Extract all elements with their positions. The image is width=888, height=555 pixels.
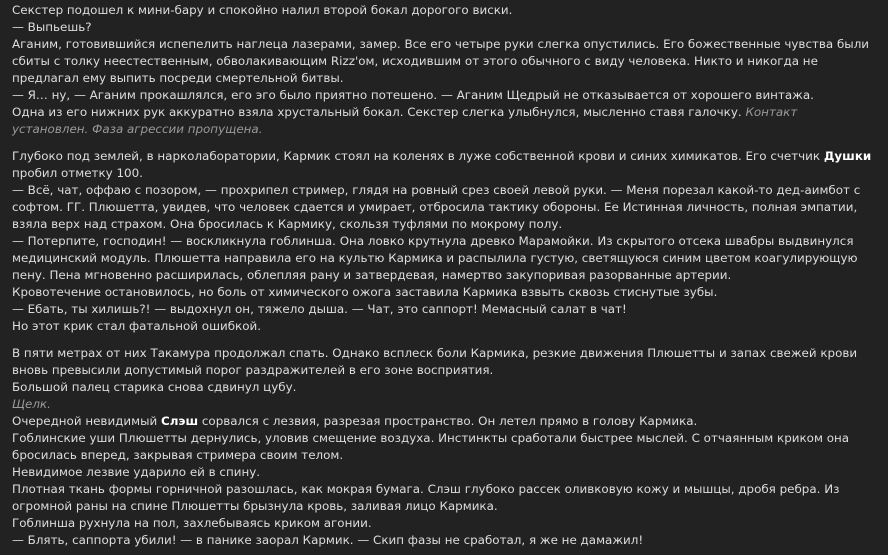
text-line [12, 19, 876, 36]
text-span: Плотная ткань формы горничной разошлась, как мокрая бумага. Слэш глубоко рассек оливковую кожу и мышцы, дробя ребра. Из огромной раны на спине Плюшетты брызнула кровь, заливая лицо Кармика. [12, 482, 840, 513]
text-span: сорвался с лезвия, разрезая пространство. Он летел прямо в голову Кармика. [198, 414, 698, 428]
emphasized-term: Душки [823, 149, 872, 163]
text-line [12, 148, 876, 182]
text-line [12, 182, 876, 233]
text-line [12, 36, 876, 87]
text-span: Очередной невидимый [12, 414, 161, 428]
text-span: — Потерпите, господин! — воскликнула гоблинша. Она ловко крутнула древко Марамойки. Из скрытого отсека швабры выдвинулся медицинский модуль. Плюшетта направила его на культю Кармика и распылила густую, светящуюся синим цветом коагулирующую пену. Пена мгновенно расширилась, облепляя рану и затвердевая, намертво закупоривая разорванные артерии. [12, 234, 858, 282]
text-line [12, 396, 876, 413]
text-line [12, 515, 876, 532]
text-line [12, 301, 876, 318]
text-span: Одна из его нижних рук аккуратно взяла хрустальный бокал. Секстер слегка улыбнулся, мысленно ставя галочку. [12, 105, 746, 119]
text-line [12, 2, 876, 19]
text-line [12, 318, 876, 335]
paragraph [12, 2, 876, 138]
text-span: Кровотечение остановилось, но боль от химического ожога заставила Кармика взвыть сквозь стиснутые зубы. [12, 285, 718, 299]
italic-aside: Щелк. [12, 397, 51, 411]
paragraph [12, 148, 876, 335]
text-span: — Ебать, ты хилишь?! — выдохнул он, тяжело дыша. — Чат, это саппорт! Мемасный салат в чат! [12, 302, 627, 316]
text-line [12, 430, 876, 464]
text-span: Гоблинские уши Плюшетты дернулись, уловив смещение воздуха. Инстинкты сработали быстрее мыслей. С отчаянным криком она бросилась вперед, закрывая стримера своим телом. [12, 431, 850, 462]
text-span: пробил отметку 100. [12, 166, 143, 180]
text-line [12, 233, 876, 284]
text-span: — Блять, саппорта убили! — в панике заорал Кармик. — Скип фазы не сработал, я же не дамажил! [12, 533, 644, 547]
text-line [12, 87, 876, 104]
text-line [12, 379, 876, 396]
text-line [12, 345, 876, 379]
text-line [12, 481, 876, 515]
text-span: — Всё, чат, оффаю с позором, — прохрипел стример, глядя на ровный срез своей левой руки. — Меня порезал какой-то дед-аимбот с софтом. ГГ. Плюшетта, увидев, что человек сдается и умирает, отбросила тактику обороны. Ее Истинная личность, полная эмпатии, взяла верх над страхом. Она бросилась к Кармику, скользя туфлями по мокрому полу. [12, 183, 861, 231]
text-span: — Я… ну, — Аганим прокашлялся, его эго было приятно потешено. — Аганим Щедрый не отказывается от хорошего винтажа. [12, 88, 814, 102]
text-span: Секстер подошел к мини-бару и спокойно налил второй бокал дорогого виски. [12, 3, 513, 17]
text-span: Большой палец старика снова сдвинул цубу. [12, 380, 297, 394]
text-span: — Выпьешь? [12, 20, 92, 34]
text-line [12, 532, 876, 549]
emphasized-term: Слэш [160, 414, 199, 428]
text-span: Аганим, готовившийся испепелить наглеца лазерами, замер. Все его четыре руки слегка опустились. Его божественные чувства были сбиты с толку неестественным, обволакивающим Rizz'ом, исходившим от этого обычного с виду человека. Никто и никогда не предлагал ему выпить посреди смертельной битвы. [12, 37, 870, 85]
text-span: Гоблинша рухнула на пол, захлебываясь криком агонии. [12, 516, 372, 530]
text-line [12, 104, 876, 138]
text-line [12, 464, 876, 481]
paragraph [12, 345, 876, 549]
text-line [12, 284, 876, 301]
text-span: В пяти метрах от них Такамура продолжал спать. Однако всплеск боли Кармика, резкие движения Плюшетты и запах свежей крови вновь превысили допустимый порог раздражителей в его зоне восприятия. [12, 346, 858, 377]
text-span: Глубоко под землей, в нарколаборатории, Кармик стоял на коленях в луже собственной крови и синих химикатов. Его счетчик [12, 149, 824, 163]
italic-aside: Контакт установлен. Фаза агрессии пропущена. [12, 105, 798, 136]
text-line [12, 413, 876, 430]
text-span: Невидимое лезвие ударило ей в спину. [12, 465, 261, 479]
text-span: Но этот крик стал фатальной ошибкой. [12, 319, 261, 333]
